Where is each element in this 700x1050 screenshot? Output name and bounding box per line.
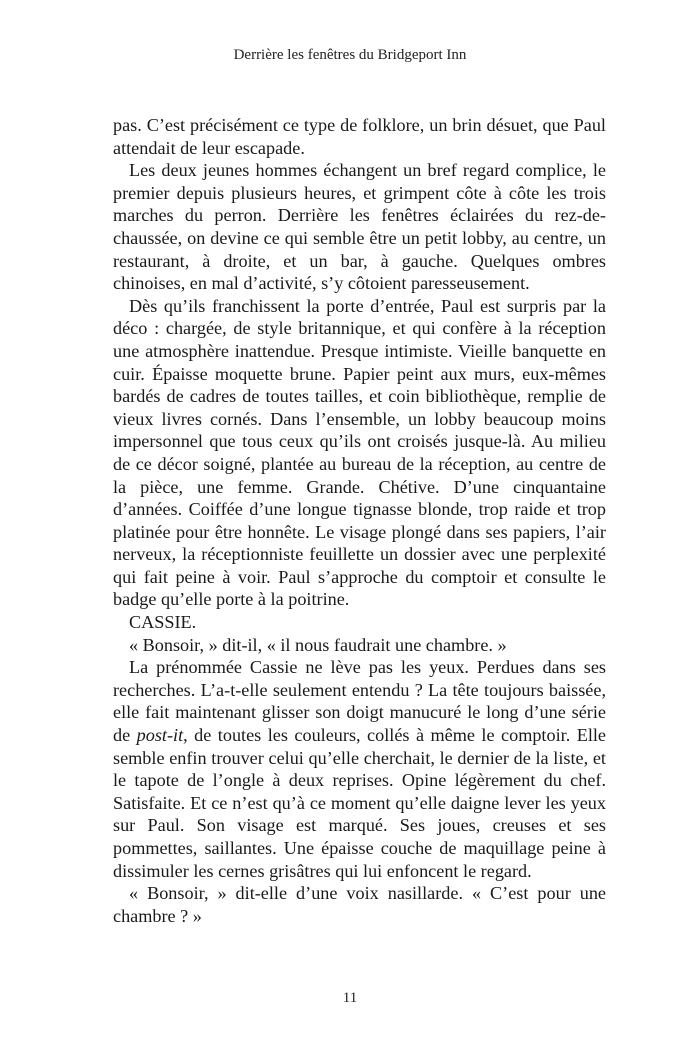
paragraph-6-before: La prénommée Cassie ne lève pas les yeux. Perdues dans ses recherches. L’a-t-elle seulement entendu ? La tête toujours baissée, elle fait maintenant glisser son doigt manucuré le long d’une série de <box>113 657 606 746</box>
paragraph-dialogue-paul: « Bonsoir, » dit-il, « il nous faudrait une chambre. » <box>129 634 507 655</box>
paragraph-6-italic: post-it <box>136 725 184 746</box>
paragraph-1: pas. C’est précisément ce type de folklore, un brin désuet, que Paul attendait de leur escapade. <box>113 115 606 158</box>
paragraph-6 <box>113 656 606 882</box>
paragraph-badge-name: CASSIE. <box>129 612 197 633</box>
paragraph-dialogue-cassie: « Bonsoir, » dit-elle d’une voix nasillarde. « C’est pour une chambre ? » <box>113 883 606 926</box>
paragraph-2: Les deux jeunes hommes échangent un bref regard complice, le premier depuis plusieurs heures, et grimpent côte à côte les trois marches du perron. Derrière les fenêtres éclairées du rez-de-chaussée, on devine ce qui semble être un petit lobby, au centre, un restaurant, à droite, et un bar, à gauche. Quelques ombres chinoises, en mal d’activité, s’y côtoient paresseusement. <box>113 160 606 294</box>
paragraph-6-after: , de toutes les couleurs, collés à même le comptoir. Elle semble enfin trouver celui qu’elle cherchait, le dernier de la liste, et le tapote de l’ongle à deux reprises. Opine légèrement du chef. Satisfaite. Et ce n’est qu’à ce moment qu’elle daigne lever les yeux sur Paul. Son visage est marqué. Ses joues, creuses et ses pommettes, saillantes. Une épaisse couche de maquillage peine à dissimuler les cernes grisâtres qui lui enfoncent le regard. <box>113 725 607 881</box>
body-text <box>113 114 606 927</box>
paragraph-3: Dès qu’ils franchissent la porte d’entrée, Paul est surpris par la déco : chargée, de style britannique, et qui confère à la réception une atmosphère inattendue. Presque intimiste. Vieille banquette en cuir. Épaisse moquette brune. Papier peint aux murs, eux-mêmes bardés de cadres de toutes tailles, et coin bibliothèque, remplie de vieux livres cornés. Dans l’ensemble, un lobby beaucoup moins impersonnel que tous ceux qu’ils ont croisés jusque-là. Au milieu de ce décor soigné, plantée au bureau de la réception, au centre de la pièce, une femme. Grande. Chétive. D’une cinquantaine d’années. Coiffée d’une longue tignasse blonde, trop raide et trop platinée pour être honnête. Le visage plongé dans ses papiers, l’air nerveux, la réceptionniste feuillette un dossier avec une perplexité qui fait peine à voir. Paul s’approche du comptoir et consulte le badge qu’elle porte à la poitrine. <box>113 295 606 610</box>
running-header: Derrière les fenêtres du Bridgeport Inn <box>233 47 467 63</box>
page-number: 11 <box>342 990 358 1006</box>
